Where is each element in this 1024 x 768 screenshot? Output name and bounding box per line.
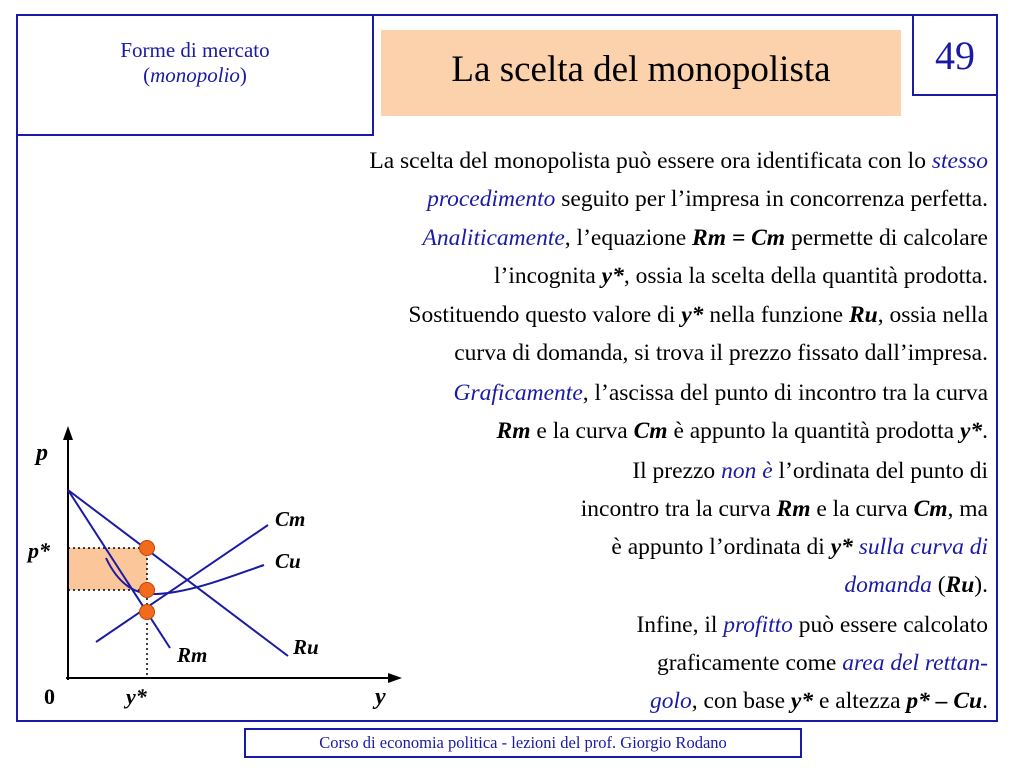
price-label: p* — [28, 538, 50, 563]
intersection-point — [140, 605, 155, 620]
topic-line2: (monopolio) — [143, 63, 247, 87]
paragraph-5: Il prezzo non è l’ordinata del punto di incontro tra la curva Rm e la curva Cm, ma è appunto l’ordinata di y* sulla curva di domanda (Ru). — [580, 458, 988, 598]
cu-label: Cu — [275, 549, 301, 573]
x-axis-label: y — [375, 684, 386, 710]
paragraph-3: Sostituendo questo valore di y* nella funzione Ru, ossia nella curva di domanda, si trova il prezzo fissato dall’impresa. — [408, 302, 988, 366]
page-title: La scelta del monopolista — [451, 49, 831, 90]
paragraph-6: Infine, il profitto può essere calcolato graficamente come area del rettan- golo, con base y* e altezza p* – Cu. — [636, 612, 988, 714]
topic-line1: Forme di mercato — [120, 38, 270, 62]
y-axis-arrow — [63, 426, 73, 440]
paragraph-2: Analiticamente, l’equazione Rm = Cm permette di calcolare l’incognita y*, ossia la scelta della quantità prodotta. — [422, 225, 988, 289]
price-point — [140, 541, 155, 556]
ru-label: Ru — [293, 635, 319, 659]
page-number: 49 — [912, 14, 998, 96]
paragraph-4: Graficamente, l’ascissa del punto di incontro tra la curva Rm e la curva Cm è appunto la quantità prodotta y*. — [453, 380, 988, 444]
footer-credit: Corso di economia politica - lezioni del prof. Giorgio Rodano — [244, 728, 802, 758]
quantity-label: y* — [126, 684, 147, 709]
average-cost-point — [140, 583, 155, 598]
y-axis-label: p — [36, 440, 48, 466]
paragraph-1: La scelta del monopolista può essere ora identificata con lo stesso procedimento seguito per l’impresa in concorrenza perfetta. — [369, 148, 988, 212]
cm-label: Cm — [275, 507, 306, 531]
origin-label: 0 — [44, 684, 55, 709]
x-axis-arrow — [388, 673, 402, 683]
rm-label: Rm — [177, 643, 208, 667]
profit-area — [68, 548, 147, 590]
